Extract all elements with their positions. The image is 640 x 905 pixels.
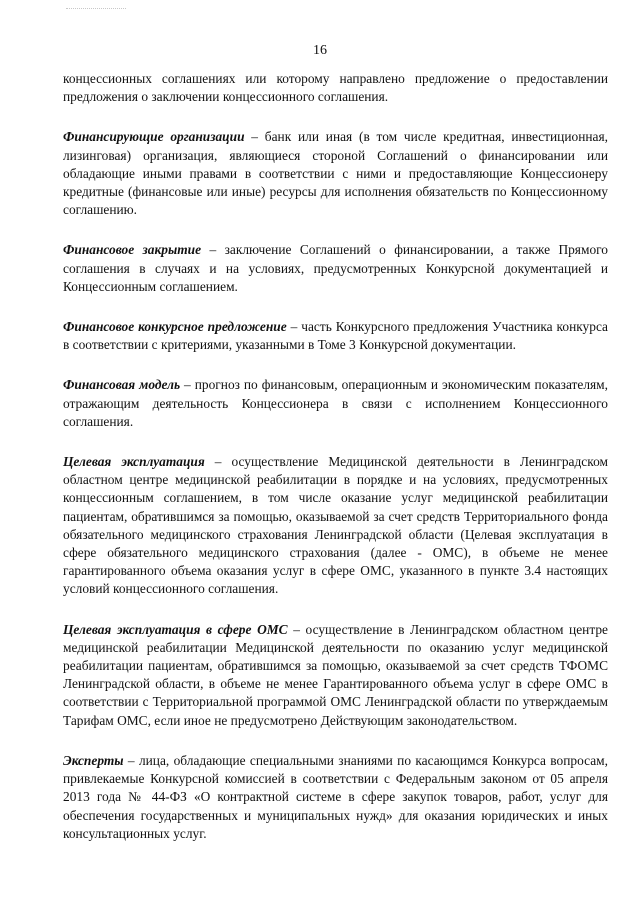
definition-text: – осуществление в Ленинградском областном центре медицинской реабилитации Медицинской деятельности по оказанию услуг медицинской реабилитации пациентам, обратившимся за помощью, оказываемой за счет средств ТФОМС Ленинградской области, в объеме не менее Гарантированного объема услуг в сфере ОМС в соответствии с Территориальной программой ОМС Ленинградской области по утверждаемым Тарифам ОМС, если иное не предусмотрено Действующим законодательством. [63, 621, 608, 728]
definition-target-operation-oms [63, 621, 608, 730]
definition-experts [63, 752, 608, 843]
definition-term: Финансирующие организации [63, 129, 245, 145]
definition-continuation [63, 70, 608, 106]
definition-term: Целевая эксплуатация в сфере ОМС [63, 621, 288, 637]
definition-text: концессионных соглашениях или которому направлено предложение о предоставлении предложения о заключении концессионного соглашения. [63, 71, 608, 105]
definition-financial-close [63, 241, 608, 296]
definition-text: – часть Конкурсного предложения Участника конкурса в соответствии с критериями, указанными в Томе 3 Конкурсной документации. [63, 319, 608, 353]
definition-term: Целевая эксплуатация [63, 454, 205, 470]
scan-artifact [66, 8, 126, 11]
page-number: 16 [313, 43, 327, 58]
page-content [63, 70, 608, 865]
definition-text: – прогноз по финансовым, операционным и экономическим показателям, отражающим деятельность Концессионера в связи с исполнением Концессионного соглашения. [63, 377, 608, 429]
definition-financial-bid [63, 318, 608, 354]
definition-term: Финансовое конкурсное предложение [63, 319, 287, 335]
definition-term: Финансовое закрытие [63, 242, 202, 258]
definition-text: – банк или иная (в том числе кредитная, инвестиционная, лизинговая) организация, являющиеся стороной Соглашений о финансировании или обладающие иными правами в соответствии с ними и предоставляющие Концессионеру кредитные (финансовые или иные) ресурсы для исполнения обязательств по Концессионному соглашению. [63, 129, 608, 218]
definition-target-operation [63, 453, 608, 599]
definition-term: Финансовая модель [63, 377, 181, 393]
definition-text: – лица, обладающие специальными знаниями по касающимся Конкурса вопросам, привлекаемые Конкурсной комиссией в соответствии с Федеральным законом от 05 апреля 2013 года № 44-ФЗ «О контрактной системе в сфере закупок товаров, работ, услуг для обеспечения государственных и муниципальных нужд» для оказания юридических и иных консультационных услуг. [63, 752, 608, 841]
definition-text: – осуществление Медицинской деятельности в Ленинградском областном центре медицинской реабилитации в порядке и на условиях, предусмотренных концессионным соглашением, в том числе оказание услуг медицинской реабилитации пациентам, обратившимся за помощью, оказываемой за счет средств Территориального фонда обязательного медицинского страхования Ленинградской области (Целевая эксплуатация в сфере обязательного медицинского страхования (далее - ОМС), в объеме не менее гарантированного объема оказания услуг в сфере ОМС, указанного в пункте 3.4 настоящих условий концессионного соглашения. [63, 454, 608, 597]
definition-term: Эксперты [63, 752, 124, 768]
definition-text: – заключение Соглашений о финансировании, а также Прямого соглашения в случаях и на условиях, предусмотренных Конкурсной документацией и Концессионным соглашением. [63, 242, 608, 294]
definition-financial-model [63, 376, 608, 431]
definition-financing-organizations [63, 128, 608, 219]
